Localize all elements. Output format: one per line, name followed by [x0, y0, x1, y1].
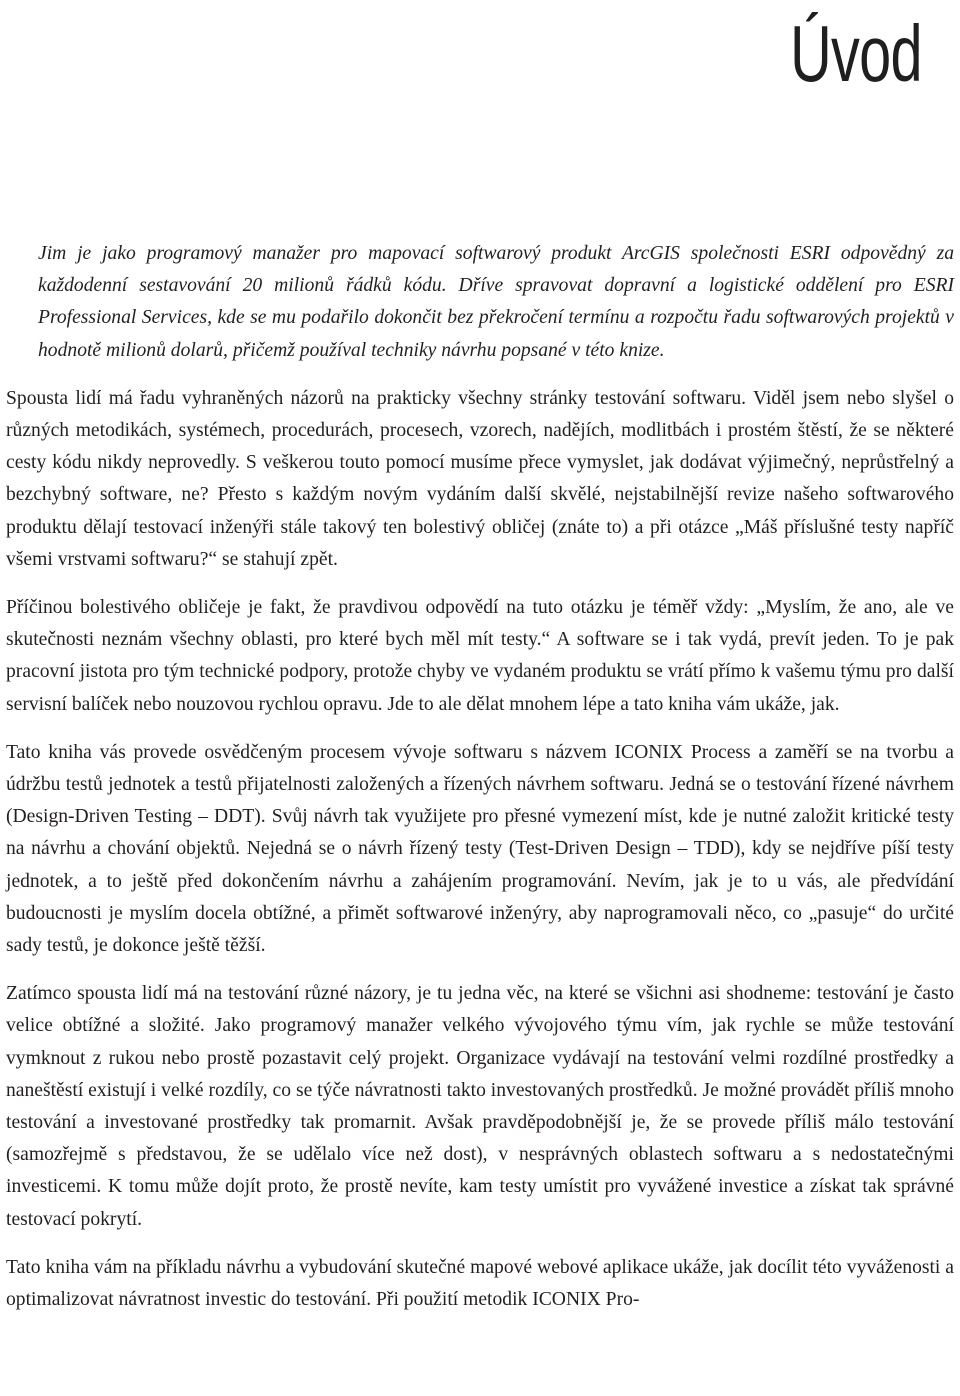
chapter-title: Úvod	[790, 9, 922, 98]
chapter-body	[6, 238, 954, 1332]
paragraph-3: Tato kniha vás provede osvědčeným procesem vývoje softwaru s názvem ICONIX Process a zaměří se na tvorbu a údržbu testů jednotek a testů přijatelnosti založených a řízených návrhem softwaru. Jedná se o testování řízené návrhem (Design-Driven Testing – DDT). Svůj návrh tak využijete pro přesné vymezení míst, kde je nutné založit kritické testy na návrhu a chování objektů. Nejedná se o návrh řízený testy (Test-Driven Design – TDD), kdy se nejdříve píší testy jednotek, a to ještě před dokončením návrhu a zahájením programování. Nevím, jak je to u vás, ale předvídání budoucnosti je myslím docela obtížné, a přimět softwarové inženýry, aby naprogramovali něco, co „pasuje“ do určité sady testů, je dokonce ještě těžší.	[6, 741, 954, 957]
paragraph-4: Zatímco spousta lidí má na testování různé názory, je tu jedna věc, na které se všichni asi shodneme: testování je často velice obtížné a složité. Jako programový manažer velkého vývojového týmu vím, jak rychle se může testování vymknout z rukou nebo prostě pozastavit celý projekt. Organizace vydávají na testování velmi rozdílné prostředky a naneštěstí existují i velké rozdíly, co se týče návratnosti takto investovaných prostředků. Je možné provádět příliš mnoho testování a investované prostředky tak promarnit. Avšak pravděpodobnější je, že se provede příliš málo testování (samozřejmě s představou, že se udělalo více než dost), v nesprávných oblastech softwaru a s nedostatečnými investicemi. K tomu může dojít proto, že prostě nevíte, kam testy umístit pro vyvážené investice a získat tak správné testovací pokrytí.	[6, 983, 954, 1230]
paragraph-1: Spousta lidí má řadu vyhraněných názorů na prakticky všechny stránky testování softwaru. Viděl jsem nebo slyšel o různých metodikách, systémech, procedurách, procesech, vzorech, nadějích, modlitbách i prostém štěstí, že se některé cesty kódu nikdy neprovedly. S veškerou touto pomocí musíme přece vymyslet, jak dodávat výjimečný, neprůstřelný a bezchybný software, ne? Přesto s každým novým vydáním další skvělé, nejstabilnější revize našeho softwarového produktu dělají testovací inženýři stále takový ten bolestivý obličej (znáte to) a při otázce „Máš příslušné testy napříč všemi vrstvami softwaru?“ se stahují zpět.	[6, 387, 954, 570]
author-intro: Jim je jako programový manažer pro mapovací softwarový produkt ArcGIS společnosti ESRI odpovědný za každodenní sestavování 20 milionů řádků kódu. Dříve spravovat dopravní a logistické oddělení pro ESRI Professional Services, kde se mu podařilo dokončit bez překročení termínu a rozpočtu řadu softwarových projektů v hodnotě milionů dolarů, přičemž používal techniky návrhu popsané v této knize.	[38, 243, 954, 361]
paragraph-2: Příčinou bolestivého obličeje je fakt, že pravdivou odpovědí na tuto otázku je téměř vždy: „Myslím, že ano, ale ve skutečnosti neznám všechny oblasti, pro které bych měl mít testy.“ A software se i tak vydá, prevít jeden. To je pak pracovní jistota pro tým technické podpory, protože chyby ve vydaném produktu se vrátí přímo k vašemu týmu pro další servisní balíček nebo nouzovou rychlou opravu. Jde to ale dělat mnohem lépe a tato kniha vám ukáže, jak.	[6, 597, 954, 715]
paragraph-5: Tato kniha vám na příkladu návrhu a vybudování skutečné mapové webové aplikace ukáže, jak docílit této vyváženosti a optimalizovat návratnost investic do testování. Při použití metodik ICONIX Pro-	[6, 1256, 954, 1311]
